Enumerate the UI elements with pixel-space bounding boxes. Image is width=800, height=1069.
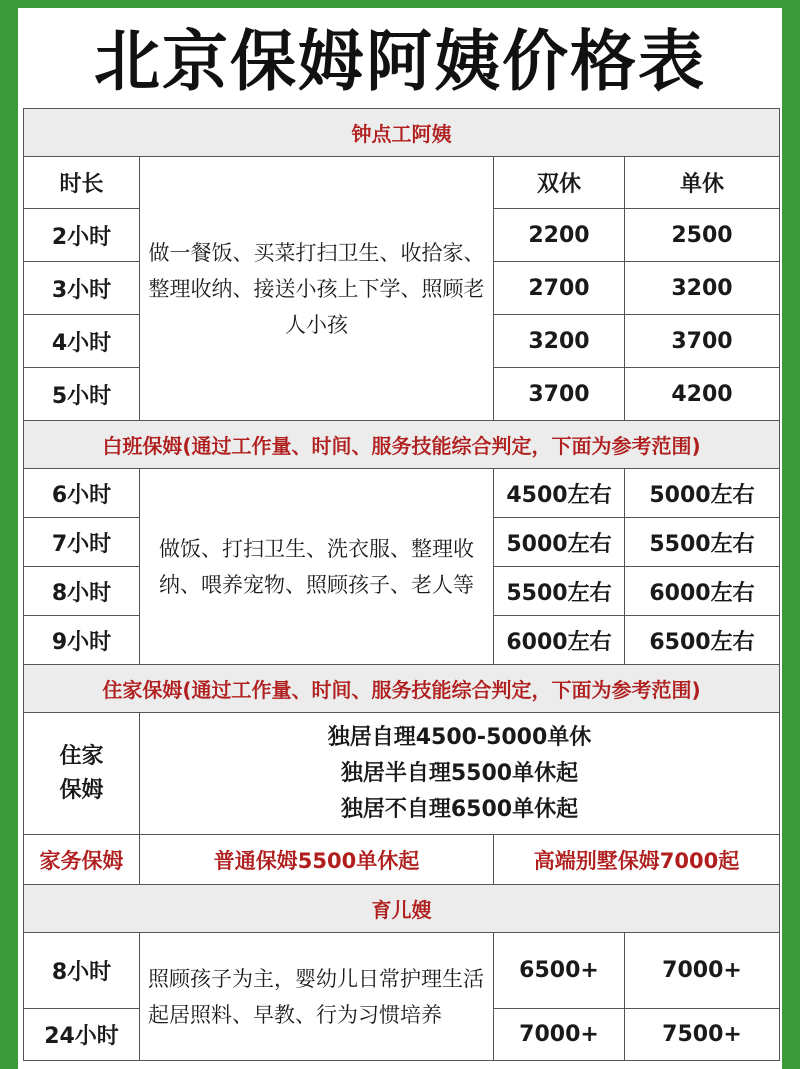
hourly-single-price: 3200 xyxy=(625,262,780,315)
livein-price-line: 独居不自理6500单休起 xyxy=(340,796,579,822)
nanny-description: 照顾孩子为主，婴幼儿日常护理生活起居照料、早教、行为习惯培养 xyxy=(140,933,494,1061)
section-hourly: 钟点工阿姨 xyxy=(24,109,780,157)
hourly-double-price: 3200 xyxy=(494,315,625,368)
hourly-double-price: 2200 xyxy=(494,209,625,262)
daytime-duration: 8小时 xyxy=(24,567,140,616)
daytime-single-price: 5500左右 xyxy=(625,518,780,567)
section-nanny: 育儿嫂 xyxy=(24,885,780,933)
hourly-double-price: 3700 xyxy=(494,368,625,421)
header-single-rest: 单休 xyxy=(625,157,780,209)
hourly-duration: 4小时 xyxy=(24,315,140,368)
page-title: 北京保姆阿姨价格表 xyxy=(94,22,706,100)
daytime-duration: 6小时 xyxy=(24,469,140,518)
section-livein: 住家保姆(通过工作量、时间、服务技能综合判定，下面为参考范围) xyxy=(24,665,780,713)
daytime-single-price: 6000左右 xyxy=(625,567,780,616)
housekeeping-villa-price: 高端别墅保姆7000起 xyxy=(494,835,780,885)
price-table xyxy=(23,108,780,1061)
daytime-single-price: 6500左右 xyxy=(625,616,780,665)
livein-price-line: 独居半自理5500单休起 xyxy=(340,760,579,786)
daytime-double-price: 5000左右 xyxy=(494,518,625,567)
housekeeping-normal-price: 普通保姆5500单休起 xyxy=(140,835,494,885)
hourly-single-price: 3700 xyxy=(625,315,780,368)
livein-price-line: 独居自理4500-5000单休 xyxy=(327,724,592,750)
daytime-description: 做饭、打扫卫生、洗衣服、整理收纳、喂养宠物、照顾孩子、老人等 xyxy=(140,469,494,665)
hourly-double-price: 2700 xyxy=(494,262,625,315)
daytime-double-price: 4500左右 xyxy=(494,469,625,518)
nanny-duration: 24小时 xyxy=(24,1009,140,1061)
livein-prices xyxy=(140,713,780,835)
livein-label-line: 住家 xyxy=(59,743,104,769)
nanny-duration: 8小时 xyxy=(24,933,140,1009)
header-double-rest: 双休 xyxy=(494,157,625,209)
hourly-single-price: 2500 xyxy=(625,209,780,262)
hourly-duration: 2小时 xyxy=(24,209,140,262)
header-duration: 时长 xyxy=(24,157,140,209)
livein-label xyxy=(24,713,140,835)
price-sheet xyxy=(18,8,782,1069)
housekeeping-label: 家务保姆 xyxy=(24,835,140,885)
nanny-single-price: 7500+ xyxy=(625,1009,780,1061)
hourly-duration: 5小时 xyxy=(24,368,140,421)
daytime-duration: 9小时 xyxy=(24,616,140,665)
nanny-double-price: 7000+ xyxy=(494,1009,625,1061)
daytime-double-price: 6000左右 xyxy=(494,616,625,665)
daytime-double-price: 5500左右 xyxy=(494,567,625,616)
nanny-single-price: 7000+ xyxy=(625,933,780,1009)
section-daytime: 白班保姆(通过工作量、时间、服务技能综合判定，下面为参考范围) xyxy=(24,421,780,469)
nanny-double-price: 6500+ xyxy=(494,933,625,1009)
livein-label-line: 保姆 xyxy=(59,777,104,803)
hourly-single-price: 4200 xyxy=(625,368,780,421)
hourly-duration: 3小时 xyxy=(24,262,140,315)
daytime-duration: 7小时 xyxy=(24,518,140,567)
hourly-description: 做一餐饭、买菜打扫卫生、收拾家、整理收纳、接送小孩上下学、照顾老人小孩 xyxy=(140,157,494,421)
daytime-single-price: 5000左右 xyxy=(625,469,780,518)
